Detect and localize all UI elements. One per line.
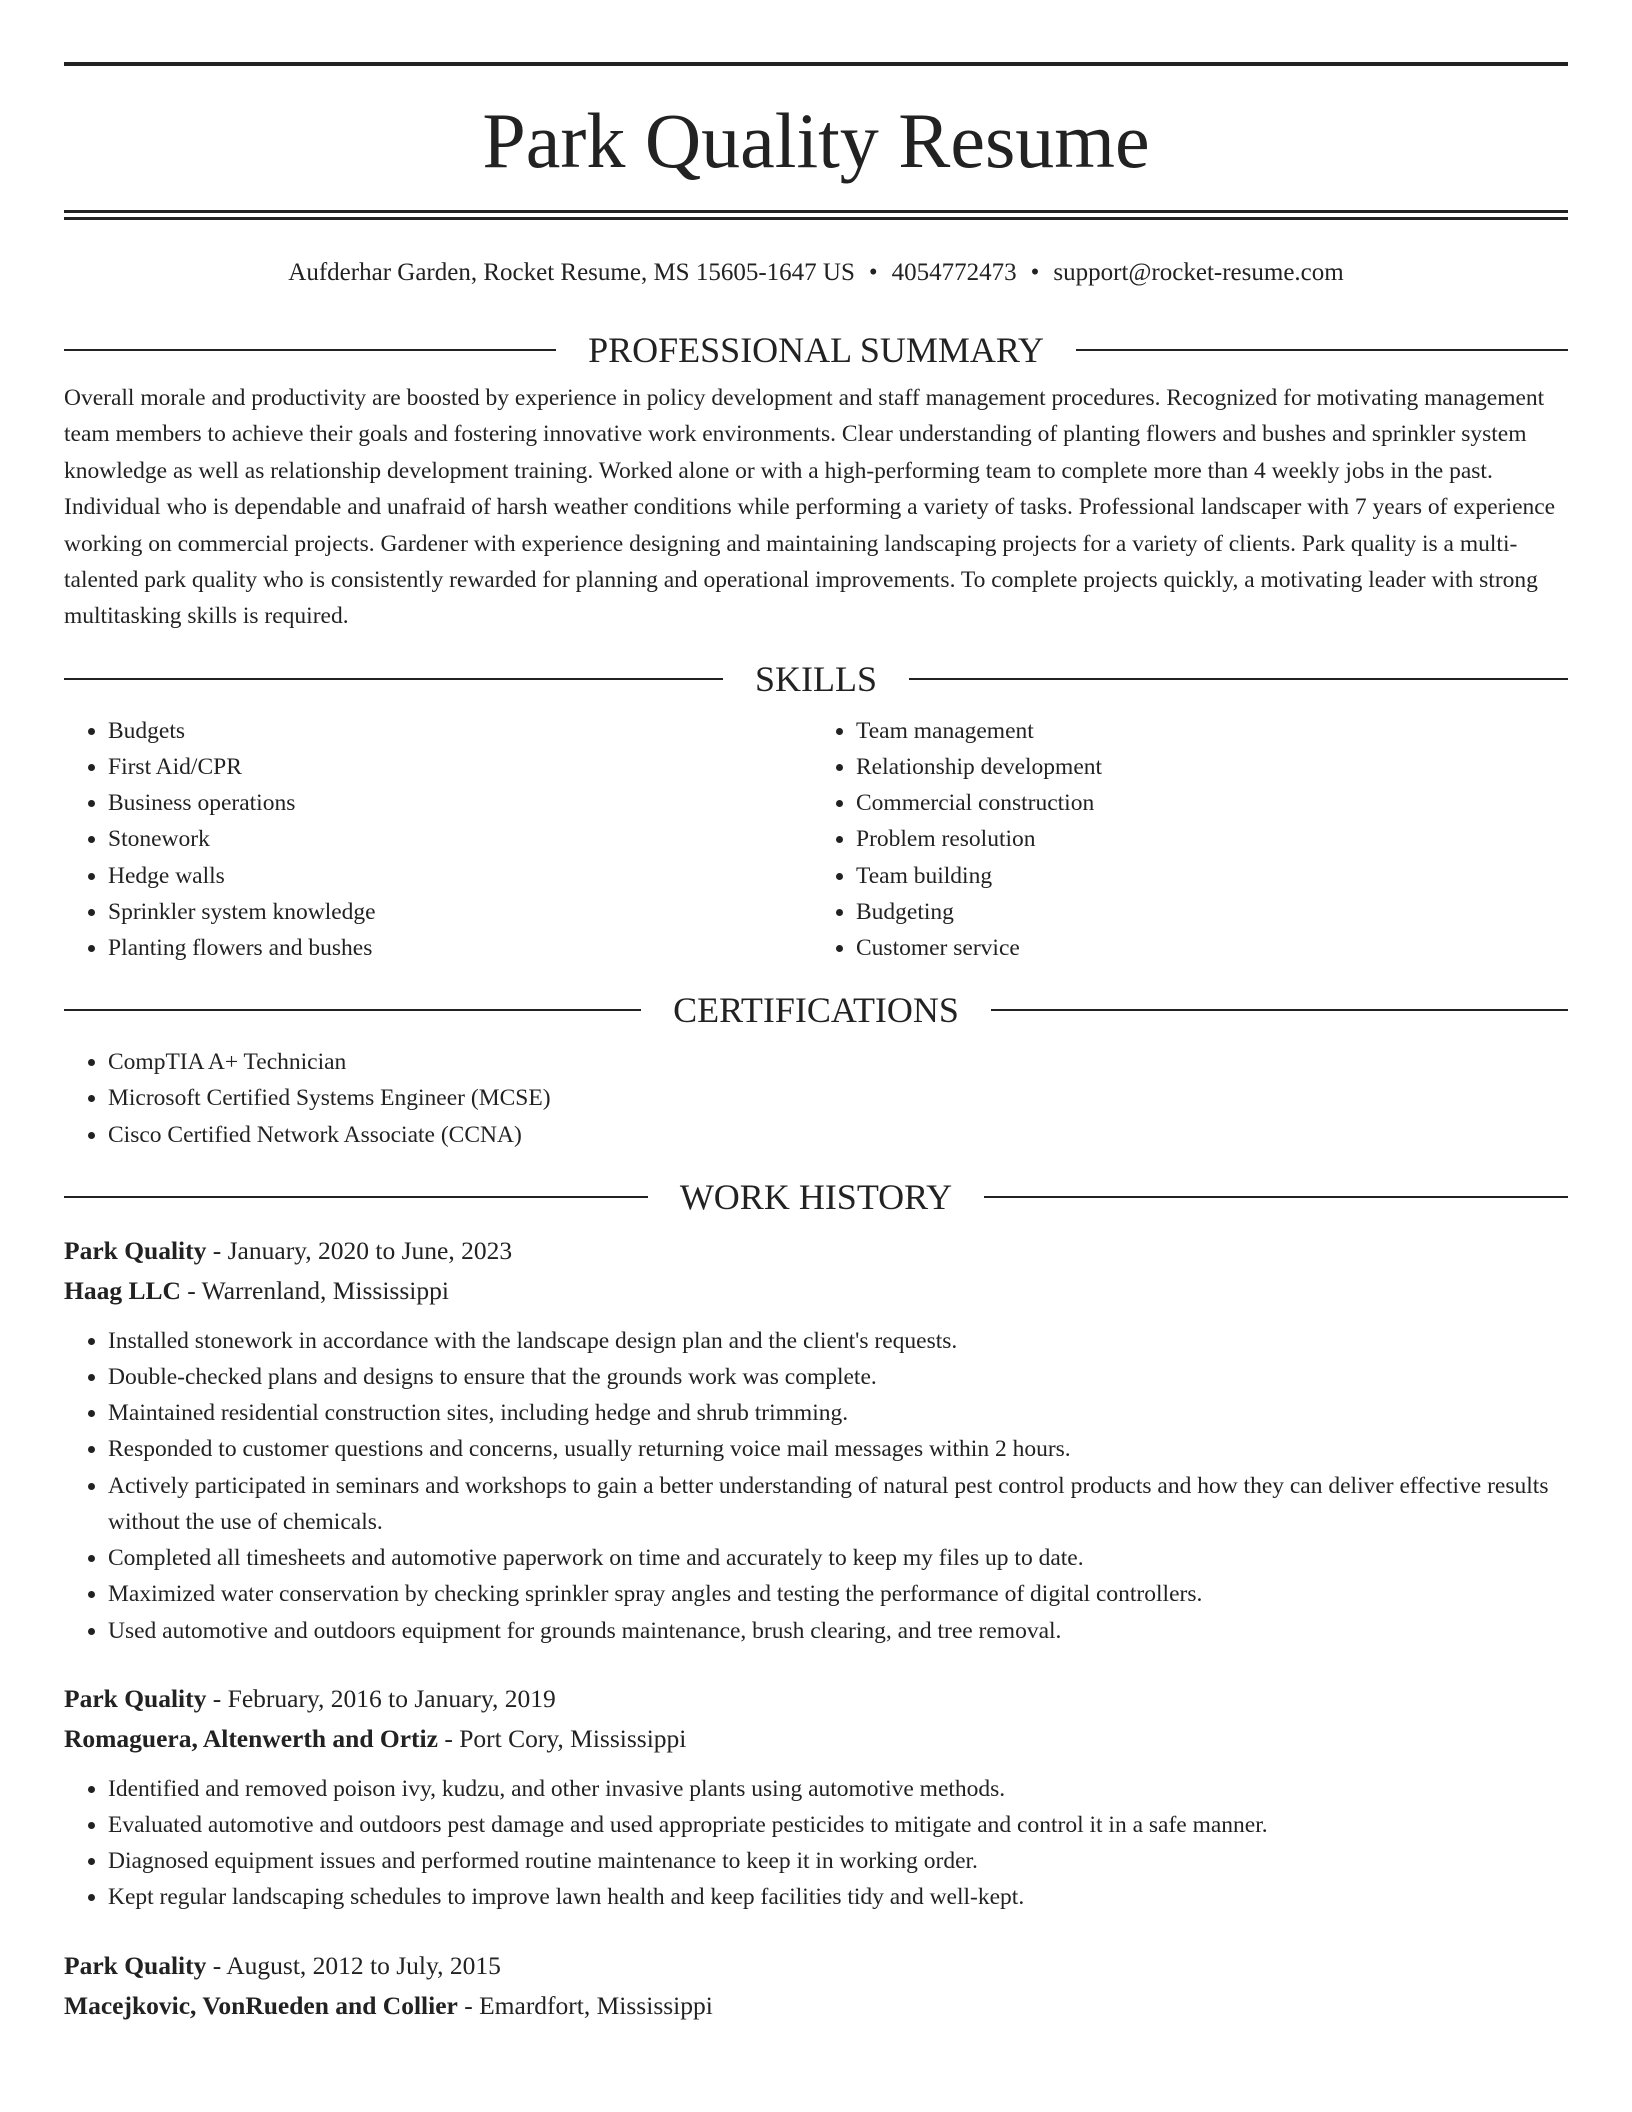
job-company-line bbox=[64, 1719, 1568, 1759]
contact-address: Aufderhar Garden, Rocket Resume, MS 15605-1647 US bbox=[288, 259, 855, 286]
skills-list-right bbox=[816, 713, 1568, 966]
skill-item: • Business operations bbox=[108, 785, 816, 821]
job-company-line bbox=[64, 1986, 1568, 2026]
section-heading-work-history bbox=[64, 1177, 1568, 1217]
contact-phone: 4054772473 bbox=[891, 259, 1017, 286]
heading-rule bbox=[64, 349, 556, 351]
skill-item: • Team management bbox=[856, 713, 1568, 749]
job-bullet: • Used automotive and outdoors equipment for grounds maintenance, brush clearing, and tree removal. bbox=[108, 1613, 1568, 1649]
job-bullet: • Maintained residential construction sites, including hedge and shrub trimming. bbox=[108, 1395, 1568, 1431]
job-bullet: • Double-checked plans and designs to ensure that the grounds work was complete. bbox=[108, 1359, 1568, 1395]
skill-item: • Sprinkler system knowledge bbox=[108, 894, 816, 930]
job-bullet: • Installed stonework in accordance with the landscape design plan and the client's requests. bbox=[108, 1323, 1568, 1359]
certification-item: • CompTIA A+ Technician bbox=[108, 1044, 1568, 1080]
section-heading-summary bbox=[64, 330, 1568, 370]
job-entry bbox=[64, 1679, 1568, 1916]
skills-list-left bbox=[64, 713, 816, 966]
job-title: Park Quality bbox=[64, 1683, 207, 1713]
skill-item: • Problem resolution bbox=[856, 821, 1568, 857]
skills-column-left bbox=[64, 713, 816, 966]
job-title-line bbox=[64, 1946, 1568, 1986]
skill-item: • Budgets bbox=[108, 713, 816, 749]
resume-title: Park Quality Resume bbox=[482, 97, 1150, 184]
job-bullet: • Evaluated automotive and outdoors pest damage and used appropriate pesticides to mitigate and control it in a safe manner. bbox=[108, 1807, 1568, 1843]
section-title: PROFESSIONAL SUMMARY bbox=[588, 330, 1044, 370]
skill-item: • First Aid/CPR bbox=[108, 749, 816, 785]
section-title: SKILLS bbox=[755, 658, 878, 699]
job-company: Haag LLC bbox=[64, 1275, 181, 1305]
job-dates: - August, 2012 to July, 2015 bbox=[206, 1950, 501, 1980]
job-title: Park Quality bbox=[64, 1235, 207, 1265]
certification-item: • Microsoft Certified Systems Engineer (MCSE) bbox=[108, 1080, 1568, 1116]
heading-rule bbox=[991, 1009, 1568, 1011]
job-entry bbox=[64, 1946, 1568, 2026]
skills-grid bbox=[64, 713, 1568, 966]
contact-line bbox=[64, 258, 1568, 288]
heading-rule bbox=[1076, 349, 1568, 351]
job-company: Romaguera, Altenwerth and Ortiz bbox=[64, 1723, 438, 1753]
section-title: WORK HISTORY bbox=[679, 1176, 953, 1217]
job-bullet: • Diagnosed equipment issues and performed routine maintenance to keep it in working order. bbox=[108, 1843, 1568, 1879]
section-heading-skills bbox=[64, 659, 1568, 699]
skills-column-right bbox=[816, 713, 1568, 966]
skill-item: • Stonework bbox=[108, 821, 816, 857]
top-rule bbox=[64, 62, 1568, 66]
heading-rule bbox=[64, 678, 723, 680]
job-bullets bbox=[64, 1323, 1568, 1649]
job-bullet: • Responded to customer questions and concerns, usually returning voice mail messages within 2 hours. bbox=[108, 1431, 1568, 1467]
job-entry bbox=[64, 1231, 1568, 1649]
contact-separator: • bbox=[868, 259, 878, 286]
heading-rule bbox=[64, 1196, 648, 1198]
contact-separator: • bbox=[1030, 259, 1040, 286]
job-title-line bbox=[64, 1231, 1568, 1271]
job-location: - Port Cory, Mississippi bbox=[437, 1723, 687, 1753]
job-title-line bbox=[64, 1679, 1568, 1719]
job-bullet: • Kept regular landscaping schedules to improve lawn health and keep facilities tidy and well-kept. bbox=[108, 1879, 1568, 1915]
job-bullet: • Identified and removed poison ivy, kudzu, and other invasive plants using automotive methods. bbox=[108, 1771, 1568, 1807]
section-title: CERTIFICATIONS bbox=[673, 990, 959, 1031]
job-bullet: • Maximized water conservation by checking sprinkler spray angles and testing the performance of digital controllers. bbox=[108, 1576, 1568, 1612]
job-dates: - February, 2016 to January, 2019 bbox=[206, 1683, 556, 1713]
job-location: - Warrenland, Mississippi bbox=[180, 1275, 449, 1305]
job-bullet: • Completed all timesheets and automotive paperwork on time and accurately to keep my files up to date. bbox=[108, 1540, 1568, 1576]
job-company-line bbox=[64, 1271, 1568, 1311]
heading-rule bbox=[909, 678, 1568, 680]
skill-item: • Commercial construction bbox=[856, 785, 1568, 821]
contact-email: support@rocket-resume.com bbox=[1053, 259, 1344, 286]
job-company: Macejkovic, VonRueden and Collier bbox=[64, 1990, 458, 2020]
certification-item: • Cisco Certified Network Associate (CCNA) bbox=[108, 1117, 1568, 1153]
skill-item: • Relationship development bbox=[856, 749, 1568, 785]
skill-item: • Hedge walls bbox=[108, 858, 816, 894]
job-bullet: • Actively participated in seminars and workshops to gain a better understanding of natural pest control products and how they can deliver effective results without the use of chemicals. bbox=[108, 1468, 1568, 1540]
job-location: - Emardfort, Mississippi bbox=[457, 1990, 713, 2020]
skill-item: • Team building bbox=[856, 858, 1568, 894]
section-heading-certifications bbox=[64, 990, 1568, 1030]
title-double-rule bbox=[64, 210, 1568, 220]
job-bullets bbox=[64, 1771, 1568, 1916]
summary-text: Overall morale and productivity are boosted by experience in policy development and staff management procedures. Recognized for motivating management team members to achieve their goals and fostering innovative work environments. Clear understanding of planting flowers and bushes and sprinkler system knowledge as well as relationship development training. Worked alone or with a high-performing team to complete more than 4 weekly jobs in the past. Individual who is dependable and unafraid of harsh weather conditions while performing a variety of tasks. Professional landscaper with 7 years of experience working on commercial projects. Gardener with experience designing and maintaining landscaping projects for a variety of clients. Park quality is a multi-talented park quality who is consistently rewarded for planning and operational improvements. To complete projects quickly, a motivating leader with strong multitasking skills is required. bbox=[64, 385, 1556, 630]
skill-item: • Budgeting bbox=[856, 894, 1568, 930]
skill-item: • Planting flowers and bushes bbox=[108, 930, 816, 966]
job-title: Park Quality bbox=[64, 1950, 207, 1980]
heading-rule bbox=[64, 1009, 641, 1011]
skill-item: • Customer service bbox=[856, 930, 1568, 966]
certifications-list bbox=[64, 1044, 1568, 1153]
job-dates: - January, 2020 to June, 2023 bbox=[206, 1235, 513, 1265]
heading-rule bbox=[984, 1196, 1568, 1198]
